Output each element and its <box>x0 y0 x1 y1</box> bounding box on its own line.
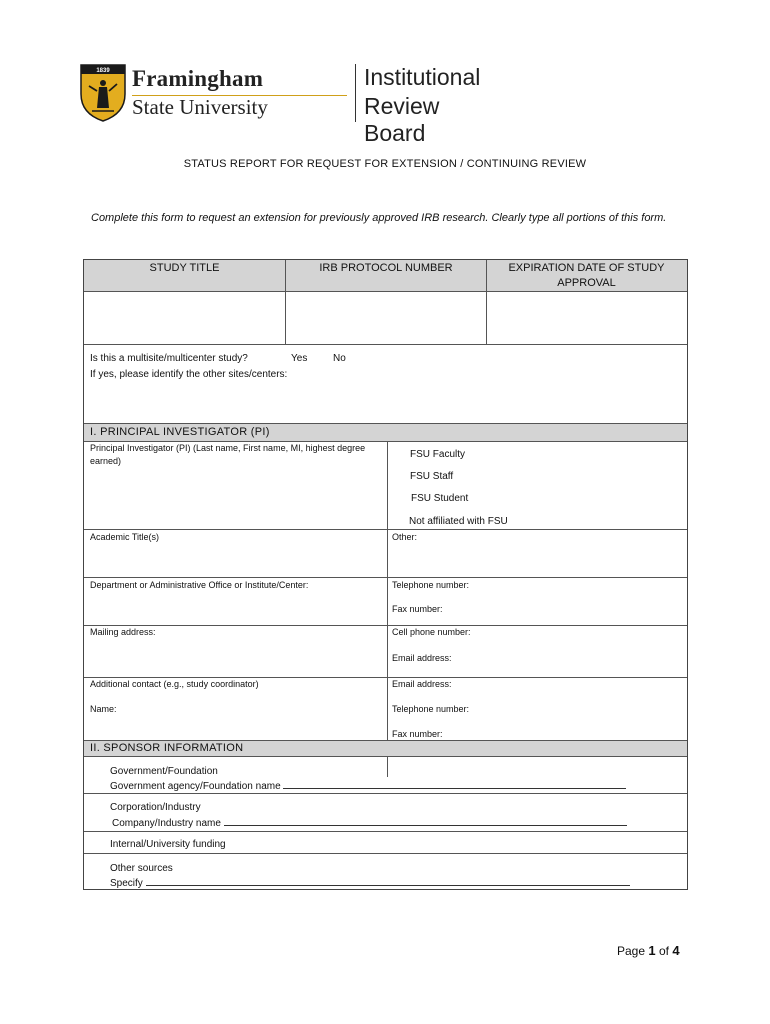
government-name-line[interactable] <box>110 779 626 794</box>
specify-line[interactable] <box>110 876 630 891</box>
header-expiration-date: EXPIRATION DATE OF STUDY APPROVAL <box>508 262 665 289</box>
sponsor-other-option[interactable]: Other sources <box>110 863 173 874</box>
multisite-question: Is this a multisite/multicenter study? <box>90 353 248 364</box>
additional-contact-label: Additional contact (e.g., study coordinator) <box>90 679 259 689</box>
page-current: 1 <box>648 943 656 958</box>
page-number <box>617 943 680 958</box>
contact-email-label: Email address: <box>392 679 452 689</box>
expiration-date-field[interactable] <box>487 292 686 343</box>
government-name-input[interactable] <box>283 780 626 789</box>
contact-fax-label: Fax number: <box>392 729 443 739</box>
company-name-input[interactable] <box>224 817 627 826</box>
seal-year: 1839 <box>96 68 110 74</box>
company-name-line[interactable] <box>112 816 627 831</box>
multisite-no-option[interactable]: No <box>333 353 346 364</box>
pi-name-label: Principal Investigator (PI) (Last name, First name, MI, highest degree earned) <box>90 443 366 466</box>
form-intro: Complete this form to request an extension for previously approved IRB research. Clearly type all portions of this form. <box>91 212 667 224</box>
specify-input[interactable] <box>146 877 630 886</box>
study-title-field[interactable] <box>85 292 284 343</box>
government-name-label: Government agency/Foundation name <box>110 781 281 792</box>
header-study-title: STUDY TITLE <box>149 262 220 274</box>
other-affiliation-label: Other: <box>392 532 418 542</box>
sponsor-government-option[interactable]: Government/Foundation <box>110 766 218 777</box>
logo-name-line1: Framingham <box>132 66 264 91</box>
of-word: of <box>658 944 669 958</box>
cell-phone-label: Cell phone number: <box>392 627 471 637</box>
affiliation-student[interactable]: FSU Student <box>411 493 469 504</box>
protocol-number-field[interactable] <box>286 292 485 343</box>
email-label: Email address: <box>392 653 452 663</box>
telephone-label: Telephone number: <box>392 580 470 590</box>
affiliation-faculty[interactable]: FSU Faculty <box>410 449 466 460</box>
status-report-form <box>83 259 688 890</box>
multisite-yes-option[interactable]: Yes <box>291 353 308 364</box>
logo-irb-line2: Review Board <box>364 93 440 146</box>
university-logo <box>80 64 481 146</box>
header-protocol-number: IRB PROTOCOL NUMBER <box>319 262 453 274</box>
section-sponsor-heading: II. SPONSOR INFORMATION <box>90 742 244 754</box>
multisite-followup: If yes, please identify the other sites/centers: <box>90 369 288 380</box>
contact-telephone-label: Telephone number: <box>392 704 470 714</box>
affiliation-not-affiliated[interactable]: Not affiliated with FSU <box>409 516 508 527</box>
page-total: 4 <box>672 943 680 958</box>
fax-label: Fax number: <box>392 604 443 614</box>
mailing-address-label: Mailing address: <box>90 627 156 637</box>
sponsor-internal-option[interactable]: Internal/University funding <box>110 839 226 850</box>
department-label: Department or Administrative Office or Institute/Center: <box>90 580 309 590</box>
company-name-label: Company/Industry name <box>112 818 221 829</box>
sponsor-corporation-option[interactable]: Corporation/Industry <box>110 802 201 813</box>
logo-irb-line1: Institutional <box>364 64 481 90</box>
logo-name-line2: State University <box>132 95 268 119</box>
contact-name-label: Name: <box>90 704 117 714</box>
affiliation-staff[interactable]: FSU Staff <box>410 471 454 482</box>
section-pi-heading: I. PRINCIPAL INVESTIGATOR (PI) <box>90 426 270 438</box>
specify-label: Specify <box>110 878 143 889</box>
logo-divider <box>355 64 356 122</box>
academic-title-label: Academic Title(s) <box>90 532 160 542</box>
form-title: STATUS REPORT FOR REQUEST FOR EXTENSION / CONTINUING REVIEW <box>183 158 587 170</box>
page-word: Page <box>617 944 646 958</box>
